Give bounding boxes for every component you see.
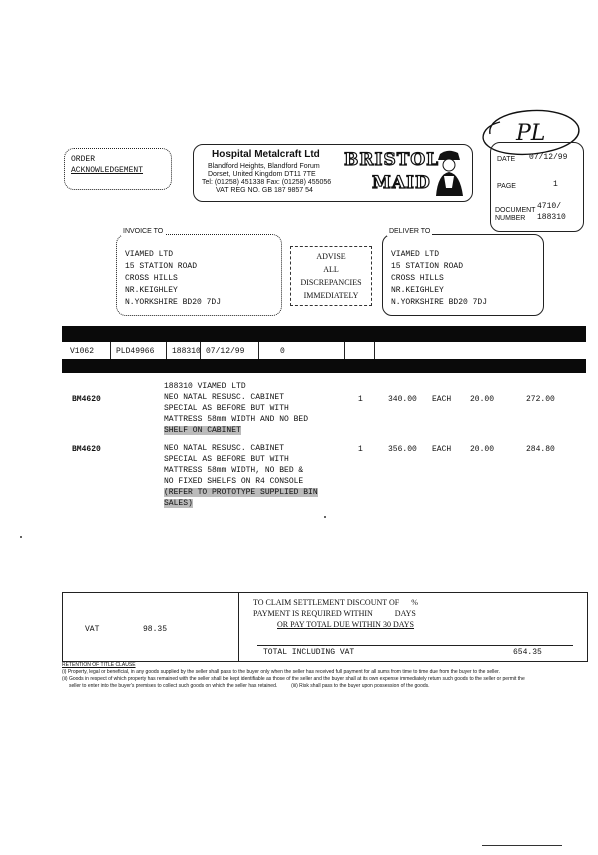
vat-label: VAT xyxy=(85,625,100,634)
item-description-line: SHELF ON CABINET xyxy=(164,426,241,435)
order-acknowledgement-box xyxy=(64,148,172,190)
item-price: 340.00 xyxy=(388,395,417,404)
settlement-percent: % xyxy=(411,598,418,607)
items-header-bar xyxy=(62,359,586,373)
item-code: BM4620 xyxy=(72,445,101,454)
company-telephone: Tel: (01258) 451338 Fax: (01258) 455056 xyxy=(202,179,332,186)
bristol-maid-logo xyxy=(344,148,466,198)
invoice-to-line: 15 STATION ROAD xyxy=(125,262,198,271)
terms-heading: RETENTION OF TITLE CLAUSE xyxy=(62,662,136,668)
account-code: V1062 xyxy=(70,347,95,356)
deliver-to-line: 15 STATION ROAD xyxy=(391,262,464,271)
item-description-line: NO FIXED SHELFS ON R4 CONSOLE xyxy=(164,477,304,486)
item-discount: 20.00 xyxy=(470,395,495,404)
item-description-line: SALES) xyxy=(164,499,193,508)
document-number-part-1: 4710/ xyxy=(537,202,562,211)
date-label: DATE xyxy=(497,156,516,163)
company-address-1: Blandford Heights, Blandford Forum xyxy=(208,163,320,170)
item-description-line: MATTRESS 58mm WIDTH, NO BED & xyxy=(164,466,304,475)
page-label: PAGE xyxy=(497,183,516,190)
page-value: 1 xyxy=(553,180,558,189)
item-quantity: 1 xyxy=(358,395,363,404)
deliver-to-line: VIAMED LTD xyxy=(391,250,440,259)
company-vat-reg: VAT REG NO. GB 187 9857 54 xyxy=(216,187,313,194)
advise-line: IMMEDIATELY xyxy=(303,291,359,300)
invoice-to-box xyxy=(116,228,282,316)
order-date: 07/12/99 xyxy=(206,347,245,356)
vat-value: 98.35 xyxy=(143,625,168,634)
settlement-line-3: OR PAY TOTAL DUE WITHIN 30 DAYS xyxy=(277,620,415,629)
order-flag: 0 xyxy=(280,347,285,356)
advise-discrepancies-box xyxy=(290,246,372,306)
order-header-bar xyxy=(62,326,586,342)
deliver-to-box xyxy=(382,228,544,316)
company-name: Hospital Metalcraft Ltd xyxy=(212,149,320,160)
invoice-to-line: CROSS HILLS xyxy=(125,274,178,283)
logo-text-maid: MAID xyxy=(372,173,431,193)
order-label: ORDER xyxy=(71,155,96,164)
advise-line: ALL xyxy=(323,265,339,274)
totals-area xyxy=(62,592,588,662)
document-number-part-2: 188310 xyxy=(537,213,566,222)
invoice-to-label: INVOICE TO xyxy=(123,228,164,235)
maid-figure-icon xyxy=(430,148,466,198)
deliver-to-label: DELIVER TO xyxy=(389,228,431,235)
item-description-line: NEO NATAL RESUSC. CABINET xyxy=(164,444,285,453)
annotation-text: PL xyxy=(516,121,546,146)
item-description-line: (REFER TO PROTOTYPE SUPPLIED BIN xyxy=(164,488,318,497)
settlement-line-1: TO CLAIM SETTLEMENT DISCOUNT OF xyxy=(253,598,400,607)
deliver-to-line: N.YORKSHIRE BD20 7DJ xyxy=(391,298,488,307)
acknowledgement-label: ACKNOWLEDGEMENT xyxy=(71,166,144,175)
company-header-box xyxy=(193,144,473,202)
item-unit: EACH xyxy=(432,445,452,454)
total-value: 654.35 xyxy=(513,648,542,657)
scan-speck xyxy=(482,845,562,846)
item-discount: 20.00 xyxy=(470,445,495,454)
item-description-line: 188310 VIAMED LTD xyxy=(164,382,246,391)
document-label: DOCUMENT xyxy=(495,207,536,214)
line-item xyxy=(62,442,586,514)
deliver-to-line: CROSS HILLS xyxy=(391,274,444,283)
terms-line: seller to enter into the buyer's premises to collect such goods on which the seller has retained. (iii) Risk shall pass to the buyer upon possession of the goods. xyxy=(62,683,430,689)
item-quantity: 1 xyxy=(358,445,363,454)
date-value: 07/12/99 xyxy=(529,153,568,162)
settlement-line-2: PAYMENT IS REQUIRED WITHIN xyxy=(253,609,373,618)
advise-line: ADVISE xyxy=(316,252,346,261)
customer-order-number: PLD49966 xyxy=(116,347,155,356)
invoice-to-line: VIAMED LTD xyxy=(125,250,174,259)
logo-text-bristol: BRISTOL xyxy=(344,150,440,170)
terms-line: (ii) Goods in respect of which property has remained with the seller shall be kept identifiable as those of the seller and the buyer shall at its own expense immediately return such goods to the seller or permit the xyxy=(62,676,525,682)
invoice-to-line: NR.KEIGHLEY xyxy=(125,286,178,295)
item-description-line: SPECIAL AS BEFORE BUT WITH xyxy=(164,455,289,464)
terms-section xyxy=(62,662,586,690)
item-description-line: MATTRESS 58mm WIDTH AND NO BED xyxy=(164,415,309,424)
order-reference-row xyxy=(62,342,586,360)
terms-line: (i) Property, legal or beneficial, in any goods supplied by the seller shall pass to the buyer only when the seller has received full payment for all sums from time to time due from the buyer to the seller. xyxy=(62,669,500,675)
scan-speck xyxy=(324,516,326,518)
order-number: 188310 xyxy=(172,347,201,356)
company-address-2: Dorset, United Kingdom DT11 7TE xyxy=(208,171,316,178)
item-unit: EACH xyxy=(432,395,452,404)
total-label: TOTAL INCLUDING VAT xyxy=(263,648,355,657)
item-description-line: NEO NATAL RESUSC. CABINET xyxy=(164,393,285,402)
deliver-to-line: NR.KEIGHLEY xyxy=(391,286,444,295)
item-total: 272.00 xyxy=(526,395,555,404)
item-total: 284.80 xyxy=(526,445,555,454)
number-label: NUMBER xyxy=(495,215,526,222)
settlement-days: DAYS xyxy=(394,609,416,618)
line-item xyxy=(62,380,586,436)
item-description-line: SPECIAL AS BEFORE BUT WITH xyxy=(164,404,289,413)
invoice-to-line: N.YORKSHIRE BD20 7DJ xyxy=(125,298,222,307)
scan-speck xyxy=(20,536,22,538)
document-info-box xyxy=(490,142,584,232)
advise-line: DISCREPANCIES xyxy=(300,278,362,287)
item-code: BM4620 xyxy=(72,395,101,404)
item-price: 356.00 xyxy=(388,445,417,454)
